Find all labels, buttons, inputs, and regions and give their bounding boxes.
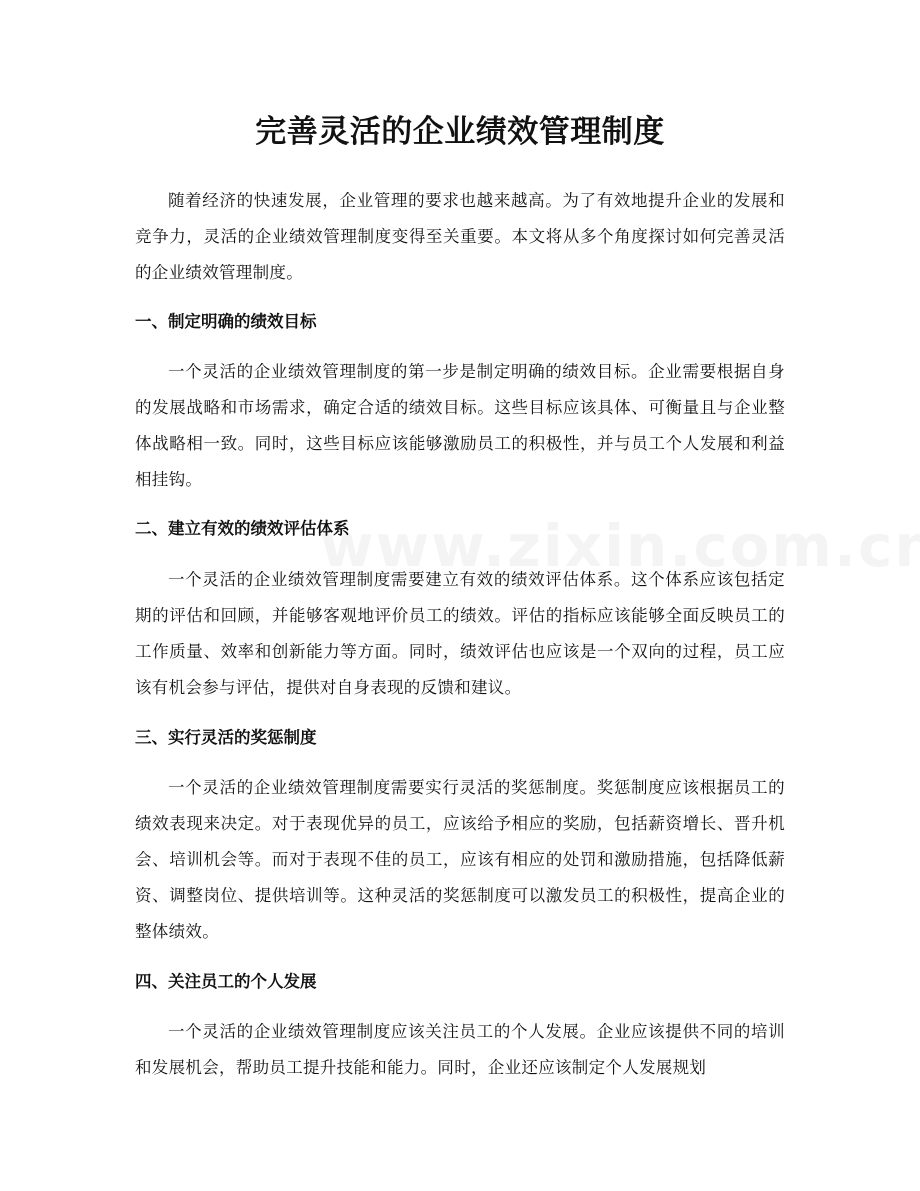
section-heading-2: 二、建立有效的绩效评估体系 bbox=[135, 519, 350, 538]
intro-paragraph: 随着经济的快速发展，企业管理的要求也越来越高。为了有效地提升企业的发展和竞争力，灵活的企业绩效管理制度变得至关重要。本文将从多个角度探讨如何完善灵活的企业绩效管理制度。 bbox=[135, 191, 785, 282]
section-heading-1: 一、制定明确的绩效目标 bbox=[135, 312, 317, 331]
section-body-4: 一个灵活的企业绩效管理制度应该关注员工的个人发展。企业应该提供不同的培训和发展机会，帮助员工提升技能和能力。同时，企业还应该制定个人发展规划 bbox=[135, 1022, 785, 1077]
section-heading-3: 三、实行灵活的奖惩制度 bbox=[135, 728, 317, 747]
document-title: 完善灵活的企业绩效管理制度 bbox=[255, 114, 665, 150]
section-heading-4: 四、关注员工的个人发展 bbox=[135, 972, 317, 991]
section-body-2: 一个灵活的企业绩效管理制度需要建立有效的绩效评估体系。这个体系应该包括定期的评估和回顾，并能够客观地评价员工的绩效。评估的指标应该能够全面反映员工的工作质量、效率和创新能力等方面。同时，绩效评估也应该是一个双向的过程，员工应该有机会参与评估，提供对自身表现的反馈和建议。 bbox=[135, 570, 785, 697]
section-body-1: 一个灵活的企业绩效管理制度的第一步是制定明确的绩效目标。企业需要根据自身的发展战略和市场需求，确定合适的绩效目标。这些目标应该具体、可衡量且与企业整体战略相一致。同时，这些目标应该能够激励员工的积极性，并与员工个人发展和利益相挂钩。 bbox=[135, 362, 785, 489]
section-body-3: 一个灵活的企业绩效管理制度需要实行灵活的奖惩制度。奖惩制度应该根据员工的绩效表现来决定。对于表现优异的员工，应该给予相应的奖励，包括薪资增长、晋升机会、培训机会等。而对于表现不佳的员工，应该有相应的处罚和激励措施，包括降低薪资、调整岗位、提供培训等。这种灵活的奖惩制度可以激发员工的积极性，提高企业的整体绩效。 bbox=[135, 778, 785, 941]
